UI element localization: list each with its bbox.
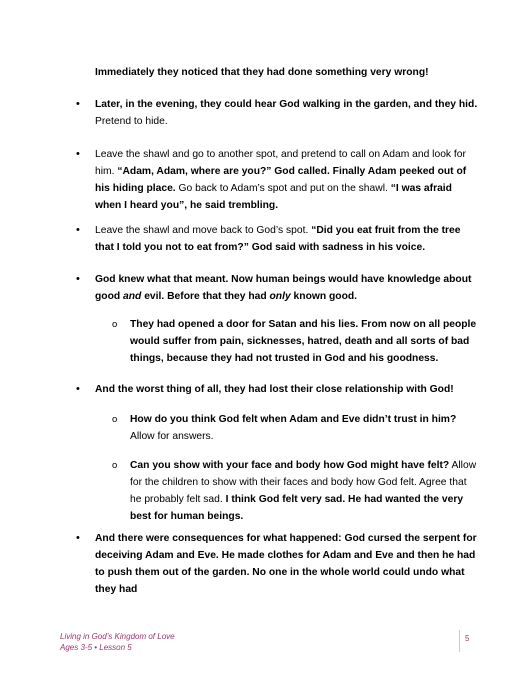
text-run: and <box>123 291 142 302</box>
item-text <box>130 316 480 367</box>
sub-bullet-marker: o <box>112 414 118 425</box>
text-run: Leave the shawl and move back to God’s spot. <box>95 225 312 236</box>
text-run: Allow for the children to show with their faces and body how God felt. Agree that he probably felt sad. <box>130 460 477 505</box>
bullet-marker: • <box>76 148 80 160</box>
bullet-marker: • <box>76 224 80 236</box>
text-run: “I was afraid when I heard you”, he said trembling. <box>95 183 452 211</box>
text-run: Can you show with your face and body how God might have felt? <box>130 460 450 471</box>
text-run: known good. <box>290 291 358 302</box>
list-item <box>76 222 479 256</box>
text-run: Allow for answers. <box>130 431 214 442</box>
item-text <box>130 411 480 445</box>
text-run: They had opened a door for Satan and his lies. From now on all people would suffer from pain, sicknesses, hatred, death and all sorts of bad things, because they had not trusted in God and his goodness. <box>130 319 477 364</box>
text-run: God knew what that meant. Now human beings would have knowledge about good <box>95 274 472 302</box>
footer-title: Living in God’s Kingdom of Love <box>60 632 175 641</box>
text-run: I think God felt very sad. He had wanted the very best for human beings. <box>130 494 464 522</box>
list-item <box>76 530 479 598</box>
text-run: only <box>269 291 291 302</box>
item-text <box>95 530 479 598</box>
bullet-marker: • <box>76 273 80 285</box>
item-text <box>95 381 479 398</box>
sub-list-item <box>112 316 480 367</box>
sub-bullet-marker: o <box>112 460 118 471</box>
text-run: Later, in the evening, they could hear God walking in the garden, and they hid. <box>95 99 478 110</box>
footer-subtitle: Ages 3-5 • Lesson 5 <box>60 643 132 652</box>
list-item <box>76 96 479 130</box>
sub-bullet-marker: o <box>112 319 118 330</box>
page-number: 5 <box>465 634 470 643</box>
list-item <box>76 381 479 398</box>
intro-paragraph: Immediately they noticed that they had done something very wrong! <box>95 67 429 78</box>
text-run: Pretend to hide. <box>95 116 168 127</box>
bullet-marker: • <box>76 98 80 110</box>
footer-divider <box>459 630 460 652</box>
bullet-marker: • <box>76 383 80 395</box>
item-text <box>95 146 479 214</box>
text-run: evil. Before that they had <box>141 291 270 302</box>
item-text <box>95 96 479 130</box>
list-item <box>76 271 479 305</box>
text-run: And the worst thing of all, they had lost their close relationship with God! <box>95 384 454 395</box>
sub-list-item <box>112 457 480 525</box>
item-text <box>95 271 479 305</box>
text-run: Go back to Adam’s spot and put on the shawl. <box>175 183 391 194</box>
text-run: “Adam, Adam, where are you?” God called. Finally Adam peeked out of his hiding place. <box>95 166 467 194</box>
sub-list-item <box>112 411 480 445</box>
item-text <box>95 222 479 256</box>
bullet-marker: • <box>76 532 80 544</box>
text-run: And there were consequences for what happened: God cursed the serpent for deceiving Adam and Eve. He made clothes for Adam and Eve and then he had to push them out of the garden. No one in the whole world could undo what they had <box>95 533 477 595</box>
text-run: Leave the shawl and go to another spot, and pretend to call on Adam and look for him. <box>95 149 466 177</box>
footer <box>60 631 175 653</box>
text-run: How do you think God felt when Adam and Eve didn’t trust in him? <box>130 414 457 425</box>
text-run: “Did you eat fruit from the tree that I told you not to eat from?” God said with sadness in his voice. <box>95 225 461 253</box>
item-text <box>130 457 480 525</box>
list-item <box>76 146 479 214</box>
